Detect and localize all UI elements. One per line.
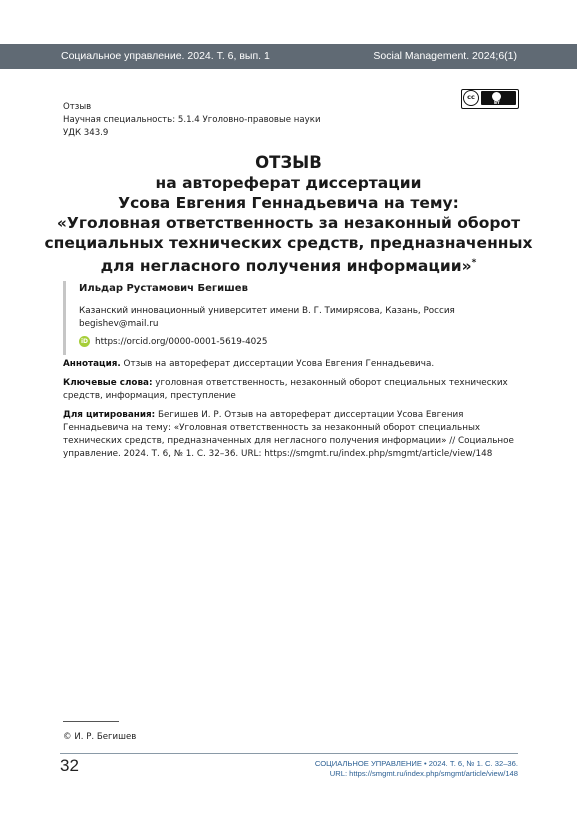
author-affiliation: Казанский инновационный университет имени В. Г. Тимирясова, Казань, Россия <box>79 306 455 316</box>
citation-text: Бегишев И. Р. Отзыв на автореферат диссертации Усова Евгения Геннадьевича на тему: «Уголовная ответственность за незаконный оборот специальных технических средств, предназначенных для негласного получения информации» // Социальное управление. 2024. Т. 6, № 1. С. 32–36. URL: https://smgmt.ru/index.php/smgmt/article/view/148 <box>63 410 514 459</box>
header-journal-ru: Социальное управление. 2024. Т. 6, вып. 1 <box>61 50 270 62</box>
orcid-icon: iD <box>80 338 89 345</box>
by-icon <box>481 91 516 105</box>
title-line-6-wrap <box>40 253 537 276</box>
scientific-specialty: Научная специальность: 5.1.4 Уголовно-правовые науки <box>63 115 321 125</box>
author-name: Ильдар Рустамович Бегишев <box>79 283 248 294</box>
orcid-link[interactable]: https://orcid.org/0000-0001-5619-4025 <box>95 337 268 347</box>
keywords <box>63 377 518 403</box>
cc-by-license-icon[interactable] <box>461 89 519 109</box>
footnote-divider <box>63 721 119 722</box>
author-orcid[interactable] <box>79 336 267 347</box>
article-type: Отзыв <box>63 102 92 112</box>
copyright-note: © И. Р. Бегишев <box>63 732 137 742</box>
title-line-2: на автореферат диссертации <box>155 174 422 192</box>
title-line-3: Усова Евгения Геннадьевича на тему: <box>118 194 459 212</box>
cc-icon: cc <box>463 90 479 106</box>
author-affiliation-block <box>79 305 455 331</box>
keywords-text: уголовная ответственность, незаконный оборот специальных технических средств, информация, преступление <box>63 378 508 401</box>
footer-journal: СОЦИАЛЬНОЕ УПРАВЛЕНИЕ • 2024. Т. 6, № 1. С. 32–36. <box>314 759 518 768</box>
abstract-label: Аннотация. <box>63 359 121 369</box>
footer-citation <box>315 759 518 779</box>
footer-url[interactable]: URL: https://smgmt.ru/index.php/smgmt/article/view/148 <box>329 769 518 778</box>
footer-divider <box>60 753 518 754</box>
title-line-4: «Уголовная ответственность за незаконный оборот <box>56 214 521 232</box>
citation-label: Для цитирования: <box>63 410 156 420</box>
page-number: 32 <box>60 756 79 775</box>
citation <box>63 409 518 461</box>
running-header <box>0 44 577 69</box>
keywords-label: Ключевые слова: <box>63 378 153 388</box>
title-line-5: специальных технических средств, предназначенных <box>44 234 533 252</box>
title-line-6: для негласного получения информации» <box>100 257 472 276</box>
title-line-1: ОТЗЫВ <box>255 153 322 172</box>
abstract <box>63 358 518 371</box>
article-meta <box>63 101 321 140</box>
title-footnote-mark: * <box>471 258 477 268</box>
author-email[interactable]: begishev@mail.ru <box>79 319 159 329</box>
header-journal-en: Social Management. 2024;6(1) <box>373 50 517 62</box>
udk-code: УДК 343.9 <box>63 128 109 138</box>
author-block-rule <box>63 281 66 355</box>
article-title <box>40 153 537 276</box>
by-label: BY <box>494 100 500 105</box>
abstract-text: Отзыв на автореферат диссертации Усова Евгения Геннадьевича. <box>123 359 435 369</box>
